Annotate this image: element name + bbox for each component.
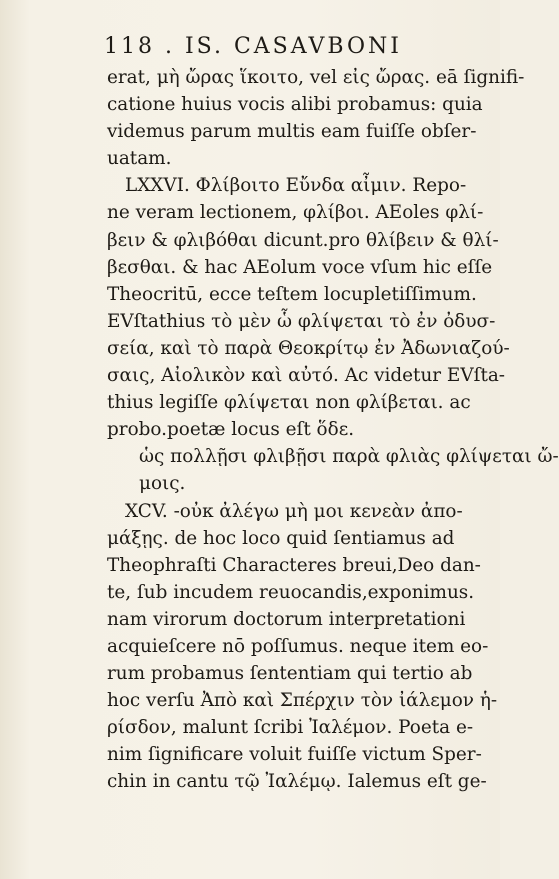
text-line: Theocritū, ecce teſtem locupletiſſimum. [107, 283, 477, 305]
running-title: . IS. CASAVBONI [165, 34, 402, 59]
text-line: Theophraſti Characteres breui,Deo dan- [107, 554, 481, 576]
page-header [104, 34, 444, 66]
text-line: hoc verſu Ἀπὸ καὶ Σπέρχιν τὸν ἰάλεμον ἡ- [107, 690, 498, 712]
text-line: EVſtathius τὸ μὲν ὧ φλίψεται τὸ ἐν ὀδυσ- [107, 310, 496, 332]
text-line: σεία, καὶ τὸ παρὰ Θεοκρίτῳ ἐν Ἀδωνιαζού- [107, 337, 510, 359]
text-line: catione huius vocis alibi probamus: quia [107, 94, 483, 116]
text-line: te, ſub incudem reuocandis,exponimus. [107, 581, 475, 603]
text-line: nim ſignificare voluit fuiſſe victum Sper- [107, 744, 482, 766]
text-line: rum probamus ſententiam qui tertio ab [107, 663, 473, 685]
body-text [107, 64, 559, 796]
text-line: XCV. -οὐκ ἀλέγω μὴ μοι κενεὰν ἀπο- [125, 500, 463, 522]
verse-line: ὡς πολλῇσι φλιβῇσι παρὰ φλιὰς φλίψεται ὤ- [139, 446, 559, 468]
text-line: LXXVI. Φλίβοιτο Εὔνδα αἶμιν. Repo- [125, 175, 467, 197]
text-line: acquieſcere nō poſſumus. neque item eo- [107, 635, 489, 657]
page-number: 118 [104, 34, 155, 59]
text-line: uatam. [107, 148, 172, 170]
text-line: βειν & φλιβόθαι dicunt.pro θλίβειν & θλί- [107, 229, 499, 251]
text-line: nam virorum doctorum interpretationi [107, 608, 466, 630]
text-line: videmus parum multis eam fuiſſe obſer- [107, 121, 477, 143]
text-line: probo.poetæ locus eſt ὅδε. [107, 419, 355, 441]
text-line: erat, μὴ ὤρας ἵκοιτο, vel εἰς ὤρας. eā ſignifi- [107, 67, 525, 88]
text-line: ne veram lectionem, φλίβοι. AEoles φλί- [107, 202, 484, 224]
text-line: ρίσδον, malunt ſcribi Ἰαλέμον. Poeta e- [107, 717, 474, 739]
text-line: μάξῃς. de hoc loco quid ſentiamus ad [107, 527, 455, 549]
text-line: thius legiſſe φλίψεται non φλίβεται. ac [107, 392, 471, 414]
text-line: βεσθαι. & hac AEolum voce vſum hic eſſe [107, 256, 493, 278]
text-line: σαις, Αἰολικὸν καὶ αὐτό. Ac videtur EVſta- [107, 365, 506, 387]
text-line: chin in cantu τῷ Ἰαλέμῳ. Ialemus eſt ge- [107, 771, 487, 793]
verse-line: μοις. [139, 473, 186, 495]
